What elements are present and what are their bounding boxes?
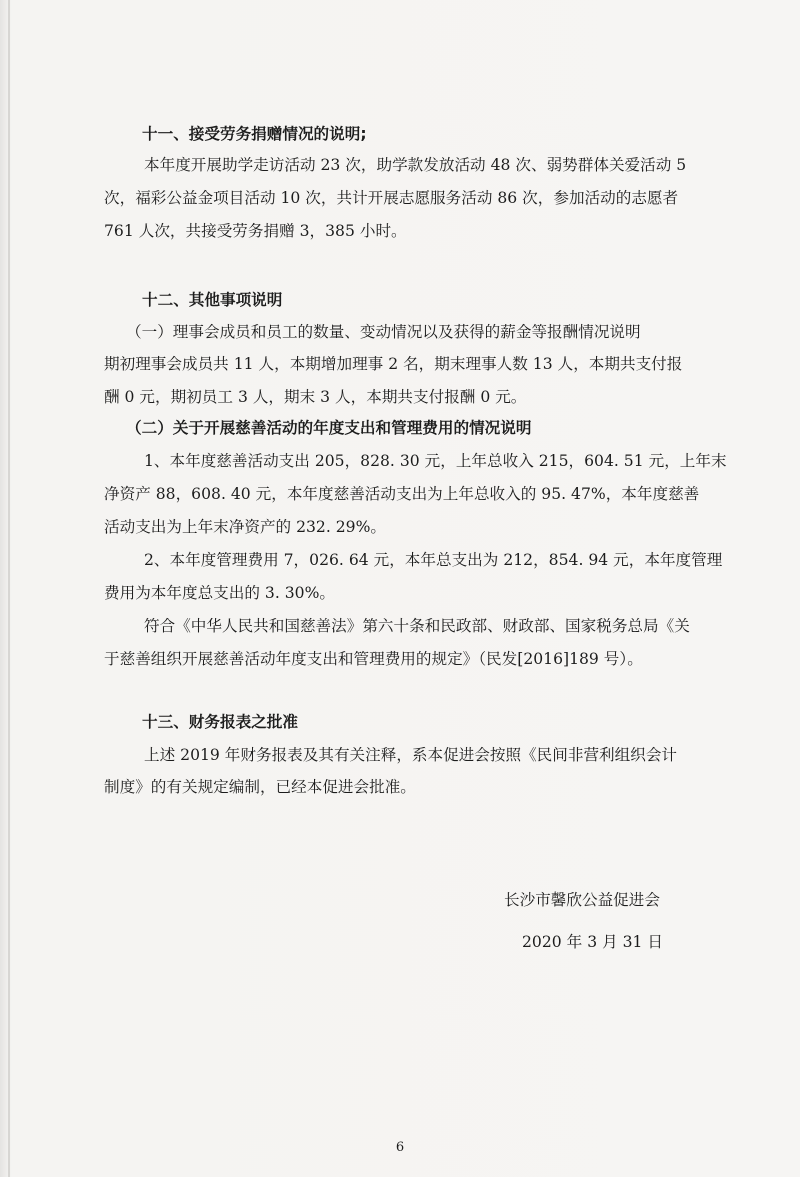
section-13-line-2: 制度》的有关规定编制，已经本促进会批准。 <box>104 778 416 796</box>
section-12-sub2-line-3: 活动支出为上年末净资产的 232. 29%。 <box>104 518 387 536</box>
section-13-line-1: 上述 2019 年财务报表及其有关注释，系本促进会按照《民间非营利组织会计 <box>144 746 678 764</box>
section-12-sub2-line-6: 符合《中华人民共和国慈善法》第六十条和民政部、财政部、国家税务总局《关 <box>144 617 690 635</box>
section-12-sub2-line-7: 于慈善组织开展慈善活动年度支出和管理费用的规定》（民发[2016]189 号）。 <box>104 650 643 668</box>
section-12-sub2-line-2: 净资产 88，608. 40 元，本年度慈善活动支出为上年总收入的 95. 47%，本年度慈善 <box>104 485 700 503</box>
section-11-line-1: 本年度开展助学走访活动 23 次，助学款发放活动 48 次、弱势群体关爱活动 5 <box>144 156 687 174</box>
section-11-line-2: 次，福彩公益金项目活动 10 次，共计开展志愿服务活动 86 次，参加活动的志愿者 <box>104 189 679 207</box>
signature-date: 2020 年 3 月 31 日 <box>522 933 664 951</box>
page-edge-shadow <box>8 0 10 1177</box>
signature-organization: 长沙市馨欣公益促进会 <box>504 891 660 909</box>
section-12-subheading-2: （二）关于开展慈善活动的年度支出和管理费用的情况说明 <box>126 419 532 437</box>
section-12-sub2-line-4: 2、本年度管理费用 7，026. 64 元，本年总支出为 212，854. 94 元，本年度管理 <box>144 551 723 569</box>
section-11-heading: 十一、接受劳务捐赠情况的说明; <box>142 125 367 143</box>
section-12-sub1-line-2: 酬 0 元，期初员工 3 人，期末 3 人，本期共支付报酬 0 元。 <box>104 388 527 406</box>
section-12-subheading-1: （一）理事会成员和员工的数量、变动情况以及获得的薪金等报酬情况说明 <box>126 323 641 341</box>
section-12-sub2-line-5: 费用为本年度总支出的 3. 30%。 <box>104 584 335 602</box>
page-number: 6 <box>395 1140 405 1155</box>
section-13-heading: 十三、财务报表之批准 <box>142 713 298 731</box>
section-12-sub2-line-1: 1、本年度慈善活动支出 205，828. 30 元，上年总收入 215，604. 51 元，上年末 <box>144 452 727 470</box>
section-12-sub1-line-1: 期初理事会成员共 11 人，本期增加理事 2 名，期末理事人数 13 人，本期共支付报 <box>104 355 683 373</box>
section-12-heading: 十二、其他事项说明 <box>142 291 283 309</box>
section-11-line-3: 761 人次，共接受劳务捐赠 3，385 小时。 <box>104 222 407 240</box>
